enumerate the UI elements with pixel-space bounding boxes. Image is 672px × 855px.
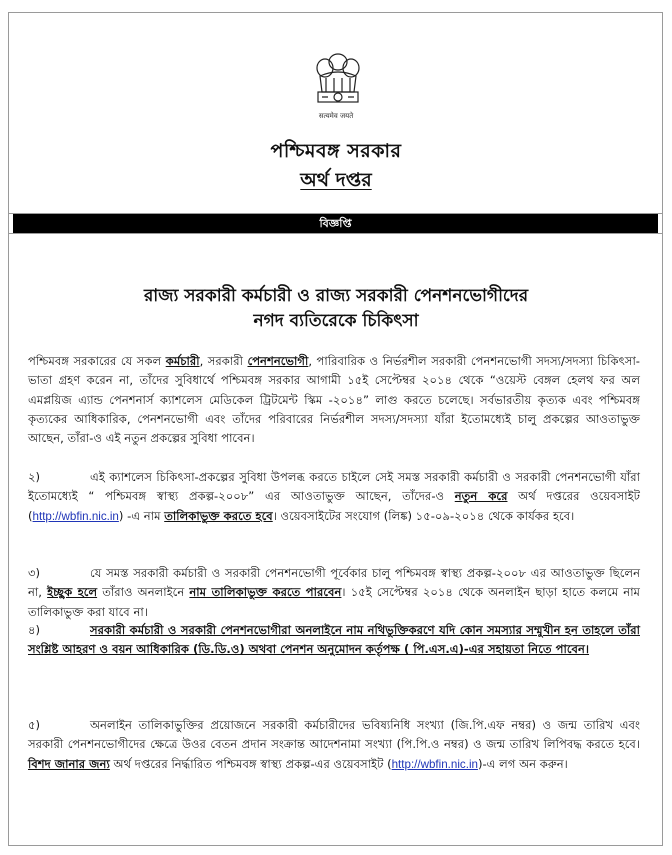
text: )-এ লগ অন করুন। <box>477 756 568 771</box>
government-name: পশ্চিমবঙ্গ সরকার <box>270 140 402 162</box>
emphasis-help-notice: সরকারী কর্মচারী ও সরকারী পেনশনভোগীরা অনলাইনে নাম নথিভুক্তিকরণে যদি কোন সমস্যার সম্মুখীন হন তাহলে তাঁরা সংশ্লিষ্ট আহরণ ও বয়ন আধিকারিক (ডি.ডি.ও) অথবা পেনশন অনুমোদন কর্তৃপক্ষ ( পি.এস.এ)-এর সহায়তা নিতে পাবেন। <box>28 623 640 657</box>
paragraph-number: ৪) <box>28 623 41 637</box>
wbfin-website-link[interactable]: http://wbfin.nic.in <box>391 757 478 771</box>
wbfin-website-link[interactable]: http://wbfin.nic.in <box>32 509 119 523</box>
department-name <box>0 166 672 198</box>
paragraph-number: ৫) <box>28 718 41 732</box>
text: এই ক্যাশলেস চিকিৎসা-প্রকল্পের সুবিধা উপলব্ধ করতে চাইলে সেই সমস্ত সরকারী কর্মচারী ও সরকারী পেনশনভোগী যাঁরা ইতোমধ্যেই “ পশ্চিমবঙ্গ স্বাস্থ্য প্রকল্প-২০০৮” এর আওতাভুক্ত আছেন, তাঁদের-ও <box>28 470 640 504</box>
text: অর্থ দপ্তরের ওয়েবসাইট ( <box>28 489 640 523</box>
paragraph-number: ২) <box>28 470 41 484</box>
notice-title-line-2: নগদ ব্যতিরেকে চিকিৎসা <box>253 311 419 331</box>
paragraph-4 <box>28 621 640 660</box>
emphasis-anew: নতুন করে <box>454 489 508 504</box>
emblem-motto: सत्यमेव जयते <box>318 112 354 120</box>
paragraph-1 <box>28 352 640 448</box>
text: তাঁরাও অনলাইনে <box>97 585 190 600</box>
text: । ওয়েবসাইটের সংযোগ (লিঙ্ক) ১৫-০৯-২০১৪ থেকে কার্যকর হবে। <box>272 508 575 523</box>
ashoka-emblem-icon <box>310 48 366 110</box>
divider <box>8 233 663 234</box>
notice-title-line-1: রাজ্য সরকারী কর্মচারী ও রাজ্য সরকারী পেনশনভোগীদের <box>143 286 529 306</box>
text: ) -এ নাম <box>118 508 165 523</box>
emphasis-if-willing: ইচ্ছুক হলে <box>47 585 98 600</box>
text: । ১৫ই সেপ্টেম্বর ২০১৪ থেকে অনলাইন ছাড়া হাতে কলমে নাম তালিকাভুক্ত করা যাবে না। <box>28 585 640 619</box>
text: , সরকারী <box>199 354 248 368</box>
text: , পারিবারিক ও নির্ভরশীল সরকারী পেনশনভোগী সদস্য/সদস্যা চিকিৎসা-ভাতা গ্রহণ করেন না, তাঁদের সুবিধার্থে পশ্চিমবঙ্গ সরকার আগামী ১৫ই সেপ্টেম্বর ২০১৪ থেকে “ওয়েস্ট বেঙ্গল হেলথ ফর অল এমপ্লয়িজ এ্যান্ড পেনশনার্স ক্যাশলেস মেডিকেল ট্রিটমেন্ট স্কিম -২০১৪” লাগু করতে চলেছে। সর্বভারতীয় কৃত্যক এবং পশ্চিমবঙ্গ কৃত্যকের আধিকারিক, পেনশনভোগী এবং তাঁদের পরিবারের নির্ভরশীল সদস্য/সদস্যা যাঁরা ইতোমধ্যেই চালু প্রকল্পের আওতাভুক্ত আছেন, তাঁরা-ও এই নতুন প্রকল্পের সুবিধা পাবেন। <box>28 354 640 446</box>
text: যে সমস্ত সরকারী কর্মচারী ও সরকারী পেনশনভোগী পূর্বেকার চালু পশ্চিমবঙ্গ স্বাস্থ্য প্রকল্প-২০০৮ এর আওতাভুক্ত ছিলেন না, <box>28 566 640 600</box>
department-name-text: অর্থ দপ্তর <box>300 169 372 191</box>
letterhead <box>0 0 672 200</box>
emphasis-for-details: বিশদ জানার জন্য <box>28 756 110 771</box>
text: অনলাইন তালিকাভুক্তির প্রয়োজনে সরকারী কর্মচারীদের ভবিষ্যনিধি সংখ্যা (জি.পি.এফ নম্বর) ও জন্ম তারিখ এবং সরকারী পেনশনভোগীদের ক্ষেত্রে উওর বেতন প্রদান সংক্রান্ত আদেশনামা সংখ্যা (পি.পি.ও নম্বর) ও জন্ম তারিখ লিপিবদ্ধ করতে হবে। <box>28 718 640 752</box>
paragraph-5 <box>28 716 640 774</box>
emphasis-must-enroll: তালিকাভুক্ত করতে হবে <box>164 508 273 523</box>
text: অর্থ দপ্তরের নির্দ্ধারিত পশ্চিমবঙ্গ স্বাস্থ্য প্রকল্প-এর ওয়েবসাইট ( <box>109 756 392 771</box>
paragraph-3 <box>28 564 640 622</box>
paragraph-2 <box>28 468 640 526</box>
emphasis-pensioner: পেনশনভোগী <box>247 354 309 368</box>
notice-banner: বিজ্ঞপ্তি <box>13 214 658 233</box>
text: পশ্চিমবঙ্গ সরকারের যে সকল <box>28 354 166 368</box>
paragraph-number: ৩) <box>28 566 41 580</box>
emphasis-can-enroll: নাম তালিকাভুক্ত করতে পারবেন <box>189 585 342 600</box>
emphasis-employee: কর্মচারী <box>165 354 200 368</box>
